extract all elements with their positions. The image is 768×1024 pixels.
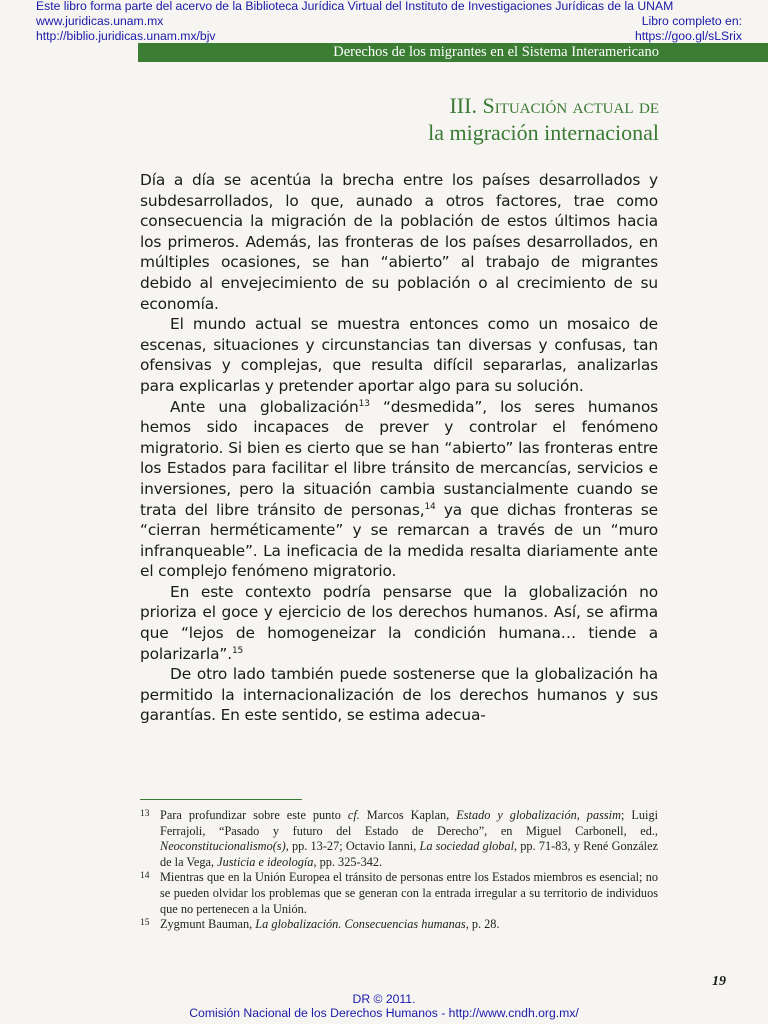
- italic-text: La globalización. Consecuencias humanas: [255, 917, 466, 932]
- chapter-title-part1: Situación actual de: [482, 93, 659, 118]
- text-run: ; Luigi Ferrajoli, “Pasado y futuro del Estado de Derecho”, en Miguel Carbonell, ed.,: [160, 808, 659, 838]
- text-run: Zygmunt Bauman,: [160, 917, 256, 932]
- footer-copyright: DR © 2011.: [352, 992, 416, 1006]
- site-link[interactable]: www.juridicas.unam.mx: [36, 14, 164, 28]
- italic-text: Justicia e ideología: [217, 854, 314, 869]
- footnote: [140, 917, 658, 933]
- paragraph: [140, 582, 658, 664]
- page-number: 19: [712, 974, 726, 989]
- text-run: Día a día se acentúa la brecha entre los países desarrollados y subdesarrollados, lo que, aunado a otros factores, trae como consecuencia la migración de la población de estos últimos hacia los primeros. Además, las fronteras de los países desarrollados, en múltiples ocasiones, se han “abierto” al trabajo de migrantes debido al envejecimiento de su población o al crecimiento de su economía.: [140, 171, 658, 313]
- bjv-link[interactable]: http://biblio.juridicas.unam.mx/bjv: [36, 29, 216, 43]
- chapter-title-line1: [449, 93, 659, 119]
- footnote: [140, 870, 658, 917]
- text-run: Ante una globalización: [170, 397, 359, 416]
- text-run: “desmedida”, los seres humanos hemos sido incapaces de prever y controlar el fenómeno migratorio. Si bien es cierto que se han “abierto” las fronteras entre los Estados para facilitar el libre tránsito de mercancías, servicios e inversiones, pero la situación cambia sustancialmente cuando se trata del libre tránsito de personas,: [140, 397, 658, 519]
- paragraph: [140, 397, 658, 582]
- italic-text: La sociedad global: [419, 839, 514, 854]
- running-head: Derechos de los migrantes en el Sistema Interamericano: [138, 43, 768, 62]
- footer-source-link[interactable]: Comisión Nacional de los Derechos Humanos - http://www.cndh.org.mx/: [189, 1006, 579, 1020]
- text-run: Mientras que en la Unión Europea el tránsito de personas entre los Estados miembros es esencial; no se pueden olvidar los problemas que se generan con la entrada irregular a su territorio de individuos que no pertenecen a la Unión.: [160, 870, 658, 916]
- text-run: Para profundizar sobre este punto: [160, 808, 348, 822]
- text-run: ya que dichas fronteras se “cierran herméticamente” y se remarcan a través de un “muro infranqueable”. La ineficacia de la medida resalta diariamente ante el complejo fenómeno migratorio.: [140, 500, 658, 581]
- footnote-ref[interactable]: 13: [358, 398, 370, 409]
- paragraph: [140, 664, 658, 726]
- text-run: , pp. 13-27; Octavio Ianni,: [285, 839, 420, 854]
- full-book-link[interactable]: https://goo.gl/sLSrix: [634, 29, 742, 43]
- footnotes: [140, 808, 658, 933]
- full-book-label: Libro completo en:: [641, 14, 742, 28]
- chapter-number: III.: [449, 93, 477, 118]
- text-run: En este contexto podría pensarse que la globalización no prioriza el goce y ejercicio de los derechos humanos. Así, se afirma que “lejos de homogeneizar la condición humana… tiende a polarizarla”.: [140, 582, 658, 663]
- text-run: Marcos Kaplan,: [359, 808, 457, 822]
- header-notice: Este libro forma parte del acervo de la Biblioteca Jurídica Virtual del Instituto de Investigaciones Jurídicas de la UNAM: [36, 0, 674, 13]
- footnote-number: 15: [140, 918, 150, 929]
- italic-text: Estado y globalización, passim: [456, 808, 621, 822]
- italic-text: cf.: [347, 808, 360, 822]
- footnote: [140, 808, 658, 870]
- text-run: , pp. 71-83, y René González de la Vega,: [160, 839, 658, 869]
- text-run: De otro lado también puede sostenerse que la globalización ha permitido la internacionalización de los derechos humanos y sus garantías. En este sentido, se estima adecua-: [140, 665, 658, 725]
- footnote-number: 14: [140, 871, 150, 882]
- paragraph: [140, 170, 658, 314]
- footnote-rule: [140, 799, 302, 800]
- chapter-title-line2: la migración internacional: [428, 120, 659, 145]
- footnote-number: 13: [140, 809, 150, 819]
- footnote-ref[interactable]: 15: [231, 645, 244, 656]
- paragraph: [140, 314, 658, 396]
- text-run: , pp. 325-342.: [313, 854, 383, 869]
- italic-text: Neoconstitucionalismo(s): [160, 839, 286, 854]
- footnote-ref[interactable]: 14: [424, 501, 436, 512]
- body-text: [140, 170, 658, 726]
- text-run: El mundo actual se muestra entonces como un mosaico de escenas, situaciones y circunstancias tan diversas y confusas, tan ofensivas y complejas, que resulta difícil separarlas, analizarlas para explicarlas y pretender aportar algo para su solución.: [140, 315, 658, 395]
- text-run: , p. 28.: [465, 917, 500, 932]
